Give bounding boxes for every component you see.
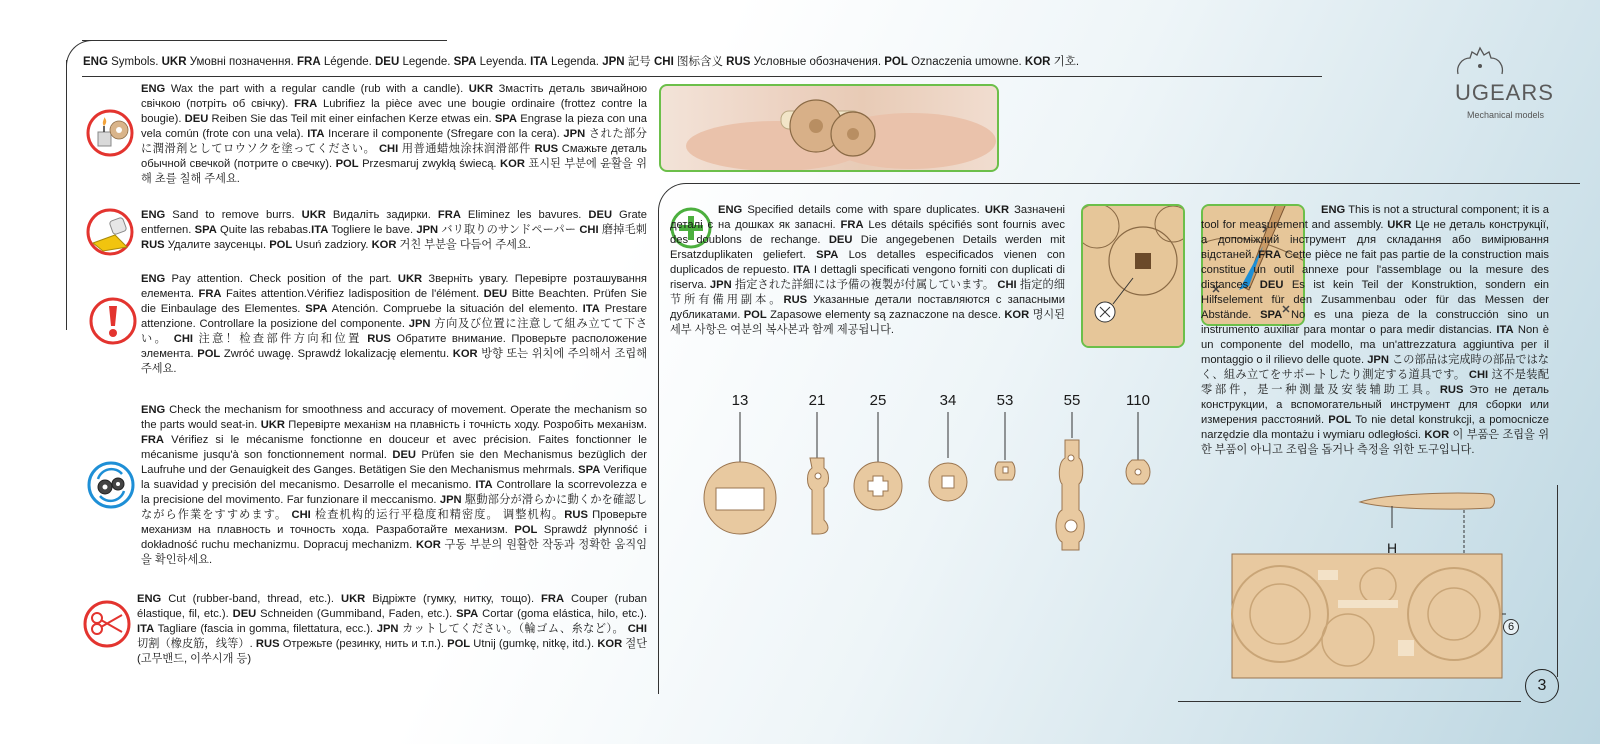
instruction-sand: ENG Sand to remove burrs. UKR Видаліть задирки. FRA Eliminez les bavures. DEU Grate entfernen. SPA Quite las rebabas.ITA Togliere le bave. JPN バリ取りのサンドペーパー CHI 磨掉毛刺 RUS Удалите заусенцы. POL Usuń zadziory. KOR 거친 부분을 다듬어 주세요. xyxy=(141,209,648,251)
frame-line xyxy=(82,40,447,41)
spare-parts-drawing xyxy=(690,410,1170,570)
brand-tagline: Mechanical models xyxy=(1467,110,1545,120)
gears-mechanism-icon xyxy=(86,460,136,510)
candle-wax-icon xyxy=(85,108,135,158)
scissors-icon xyxy=(82,599,132,649)
gear-logo-icon xyxy=(1450,44,1510,78)
part-number-110: 110 xyxy=(1126,392,1150,409)
part-number-13: 13 xyxy=(731,392,749,409)
header-underline xyxy=(82,76,1322,77)
sandpaper-icon xyxy=(85,207,135,257)
part-number-25: 25 xyxy=(869,392,887,409)
part-number-53: 53 xyxy=(996,392,1014,409)
brand-name: UGEARS xyxy=(1455,80,1554,105)
part-number-34: 34 xyxy=(939,392,957,409)
instruction-spare: ENG Specified details come with spare duplicates. UKR Зазначені деталі є на дошках як запасні. FRA Les détails spécifiés sont fournis avec des doublons de rechange. DEU Die angegebenen Details werden mit Ersatzduplikaten geliefert. SPA Los detalles especificados vienen con duplicados de repuesto. ITA I dettagli specificati vengono forniti con duplicati di riserva. JPN 指定された詳細には予備の複製が付属しています。 CHI 指定的细节所有備用副本。RUS Указанные детали поставляются с запасными дубликатами. POL Zapasowe elementy są zaznaczone na desce. KOR 명시된 세부 사항은 여분의 복사본과 함께 제공됩니다. xyxy=(670,204,1066,336)
frame-line xyxy=(1557,485,1558,677)
instruction-mechanism: ENG Check the mechanism for smoothness and accuracy of movement. Operate the mechanism so the parts would seat-in. UKR Перевірте механізм на плавність і точність ходу. Розробіть механізм. FRA Vérifiez si le mécanisme fonctionne en douceur et avec précision. Faites fonctionner le mécanisme jusqu'à son fonctionnement normal. DEU Prüfen sie den Mechanismus bezüglich der Laufruhe und der Genauigkeit des Ganges. Betätigen Sie den Mechanismus mehrmals. SPA Verifique la suavidad y precisión del mecanismo. Desarrolle el mecanismo. ITA Controllare la scorrevolezza e la precisione del movimento. Far funzionare il meccanismo. JPN 駆動部分が滑らかに動くかを確認しながら作業をすすめます。 CHI 检查机构的运行平稳度和精密度。 调整机构。RUS Проверьте механизм на плавность и точность хода. Разработайте механизм. POL Sprawdź płynność i dokładność ruchu mechanizmu. Dopracuj mechanizm. KOR 구동 부분의 원활한 작동과 정확한 움직임을 확인하세요. xyxy=(141,404,648,566)
instruction-tool: ENG This is not a structural component; it is a tool for measurement and assembly. UKR Це не деталь конструкції, а допоміжний інструмент для складання або вимірювання відстаней. FRA Cette pièce ne fait pas partie de la construction mais constitue un outil annexe pour l'assemblage ou la mesure des distances. DEU Es ist kein Teil der Konstruktion, sondern ein Hilfselement für den Zusammenbau oder für das Messen der Abstände. SPA No es una pieza de la construcción sino un instrumento auxiliar para montar o para medir distancias. ITA Non è un componente del modello, ma un'attrezzatura aggiuntiva per il montaggio o il rilievo delle quote. JPN この部品は完成時の部品ではなく、組み立てをサポートしたり測定する道具です。 CHI 这不是装配零部件，是一种测量及安装辅助工具。RUS Это не деталь конструкции, а вспомогательный инструмент для сборки или измерения расстояний. POL To nie detal konstrukcji, a pomocnicze narzędzie dla montażu i wymiaru odległości. KOR 이 부품은 조립을 위한 부품이 아니고 조립을 돕거나 측정을 위한 도구입니다. xyxy=(1201,204,1550,456)
part-number-21: 21 xyxy=(808,392,826,409)
frame-line xyxy=(66,60,67,330)
page-number: 3 xyxy=(1525,669,1559,703)
sheet-number-badge: 6 xyxy=(1503,619,1519,635)
frame-line xyxy=(658,210,659,694)
part-number-55: 55 xyxy=(1063,392,1081,409)
spare-sheet-photo xyxy=(1081,204,1185,348)
tool-label: H xyxy=(1387,540,1398,556)
frame-line xyxy=(690,183,1580,184)
tool-sheet-diagram xyxy=(1228,490,1528,690)
instruction-cut: ENG Cut (rubber-band, thread, etc.). UKR Відріжте (гумку, нитку, тощо). FRA Couper (ruban élastique, fil, etc.). DEU Schneiden (Gummiband, Faden, etc.). SPA Cortar (goma elástica, hilo, etc.). ITA Tagliare (fascia in gomma, filettatura, ecc.). JPN カットしてください。（輪ゴム、糸など）。 CHI 切割（橡皮筋，线等）. RUS Отрежьте (резинку, нить и т.п.). POL Utnij (gumkę, nitkę, itd.). KOR 절단(고무밴드, 이쑤시개 등) xyxy=(137,593,647,665)
symbols-header: ENG Symbols. UKR Умовні позначення. FRA Légende. DEU Legende. SPA Leyenda. ITA Legenda. JPN 記号 CHI 图标含义 RUS Условные обозначения. POL Oznaczenia umowne. KOR 기호. xyxy=(83,56,1080,68)
hands-gear-photo xyxy=(659,84,999,172)
instruction-wax: ENG Wax the part with a regular candle (rub with a candle). UKR Змастіть деталь звичайною свічкою (потріть об свічку). FRA Lubrifiez la pièce avec une bougie ordinaire (frottez contre la bougie). DEU Reiben Sie das Teil mit einer einfachen Kerze etwas ein. SPA Engrase la pieza con una vela común (frote con una vela). ITA Incerare il componente (Sfregare con la cera). JPN された部分に潤滑剤としてロウソクを塗ってください。 CHI 用普通蜡烛涂抹润滑部件 RUS Смажьте деталь обычной свечкой (потрите о свечку). POL Przesmaruj zwykłą świecą. KOR 표시된 부분에 윤활을 위해 초를 칠해 주세요. xyxy=(141,83,647,185)
instruction-attention: ENG Pay attention. Check position of the part. UKR Зверніть увагу. Перевірте розташування елемента. FRA Faites attention.Vérifiez ladisposition de l'élément. DEU Bitte Beachten. Prüfen Sie die Einbaulage des Elementes. SPA Atención. Compruebe la situación del elemento. ITA Prestare attenzione. Controllare la posizione del componente. JPN 方向及び位置に注意して組み立てて下さい。 CHI 注意！检查部件方向和位置 RUS Обратите внимание. Проверьте расположение элемента. POL Zwróć uwagę. Sprawdź lokalizację elementu. KOR 방향 또는 위치에 주의해서 조립해 주세요. xyxy=(141,273,648,375)
frame-line xyxy=(1178,701,1521,702)
exclamation-icon xyxy=(88,296,138,346)
